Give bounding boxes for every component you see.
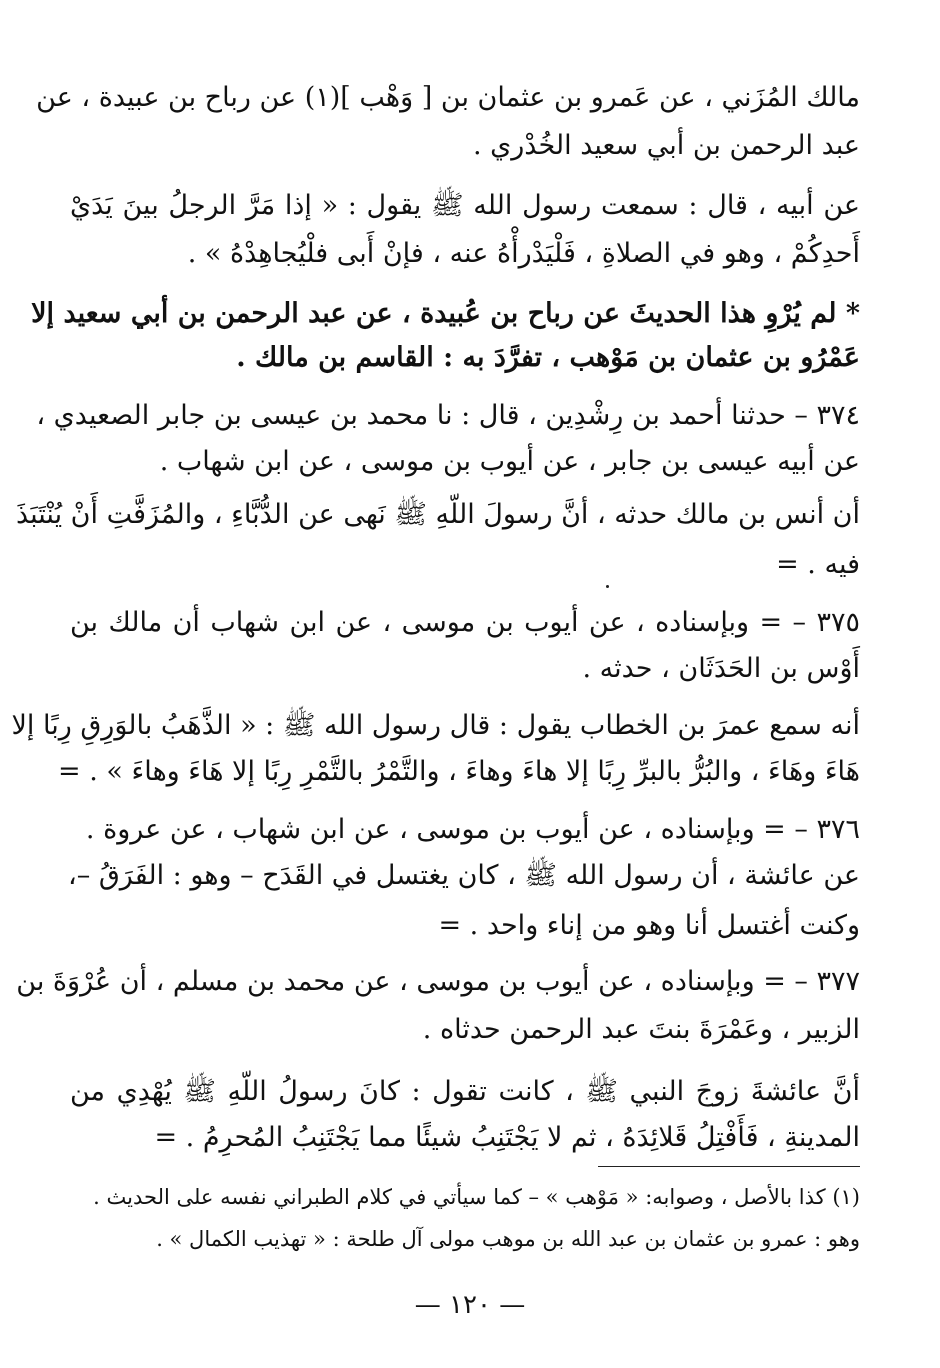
hadith-376-line-1: ٣٧٦ – = وبإسناده ، عن أيوب بن موسى ، عن ابن شهاب ، عن عروة . [85,814,860,845]
hadith-375-line-2: أَوْس بن الحَدَثَان ، حدثه . [582,653,860,684]
hadith-377-line-1: ٣٧٧ – = وبإسناده ، عن أيوب بن موسى ، عن محمد بن مسلم ، أن عُرْوَةَ بن [16,966,860,997]
text-line-2: عبد الرحمن بن أبي سعيد الخُدْري . [472,130,860,161]
text-line-21: المدينةِ ، فَأَفْتِلُ قَلائِدَهُ ، ثم لا يَجْتَنِبُ شيئًا مما يَجْتَنِبُ المُحرِمُ . = [154,1122,860,1153]
footnote-1: (١) كذا بالأصل ، وصوابه: « مَوْهب » – كما سيأتي في كلام الطبراني نفسه على الحديث . [93,1185,860,1209]
text-line-10: فيه . = [776,549,860,580]
text-line-13: أنه سمع عمرَ بن الخطاب يقول : قال رسول الله ﷺ : « الذَّهَبُ بالوَرِقِ رِبًا إلا [11,710,860,741]
hadith-374-line-1: ٣٧٤ – حدثنا أحمد بن رِشْدِين ، قال : نا محمد بن عيسى بن جابر الصعيدي ، [36,400,860,431]
text-line-5: * لم يُرْوِ هذا الحديثَ عن رباح بن عُبيدة ، عن عبد الرحمن بن أبي سعيد إلا [31,298,860,329]
text-line-6: عَمْرُو بن عثمان بن مَوْهب ، تفرَّدَ به : القاسم بن مالك . [236,342,860,373]
text-line-3: عن أبيه ، قال : سمعت رسول الله ﷺ يقول : « إذا مَرَّ الرجلُ بينَ يَدَيْ [70,190,860,221]
hadith-377-line-2: الزبير ، وعَمْرَةَ بنتَ عبد الرحمن حدثاه . [422,1014,860,1045]
hadith-374-line-2: عن أبيه عيسى بن جابر ، عن أيوب بن موسى ، عن ابن شهاب . [159,446,860,477]
ink-dot [606,585,609,588]
text-line-9: أن أنس بن مالك حدثه ، أنَّ رسولَ اللّهِ ﷺ نَهى عن الدُّبَّاءِ ، والمُزَفَّتِ أَنْ يُنْتَبَذَ [15,499,860,530]
footnote-2: وهو : عمرو بن عثمان بن عبد الله بن موهب مولى آل طلحة : « تهذيب الكمال » . [156,1227,860,1251]
hadith-375-line-1: ٣٧٥ – = وبإسناده ، عن أيوب بن موسى ، عن ابن شهاب أن مالك بن [70,607,860,638]
text-line-20: أنَّ عائشةَ زوجَ النبي ﷺ ، كانت تقول : كانَ رسولُ اللّهِ ﷺ يُهْدِي من [70,1076,860,1107]
footnote-separator [598,1166,860,1167]
page-number: — ١٢٠ — [414,1290,526,1320]
text-line-4: أَحدِكُمْ ، وهو في الصلاةِ ، فَلْيَدْرأْهُ عنه ، فإنْ أَبى فلْيُجاهِدْهُ » . [187,238,860,269]
text-line-16: عن عائشة ، أن رسول الله ﷺ ، كان يغتسل في القَدَح – وهو : الفَرَقُ –، [68,860,860,891]
text-line-14: هَاءَ وهَاءَ ، والبُرُّ بالبرِّ رِبًا إلا هاءَ وهاءَ ، والتَّمْرُ بالتَّمْرِ رِبًا إلا هَاءَ وهاءَ » . = [58,756,860,787]
text-line-1: مالك المُزَني ، عن عَمرو بن عثمان بن [ وَهْب ](١) عن رباح بن عبيدة ، عن [36,82,860,113]
text-line-17: وكنت أغتسل أنا وهو من إناء واحد . = [438,910,860,941]
